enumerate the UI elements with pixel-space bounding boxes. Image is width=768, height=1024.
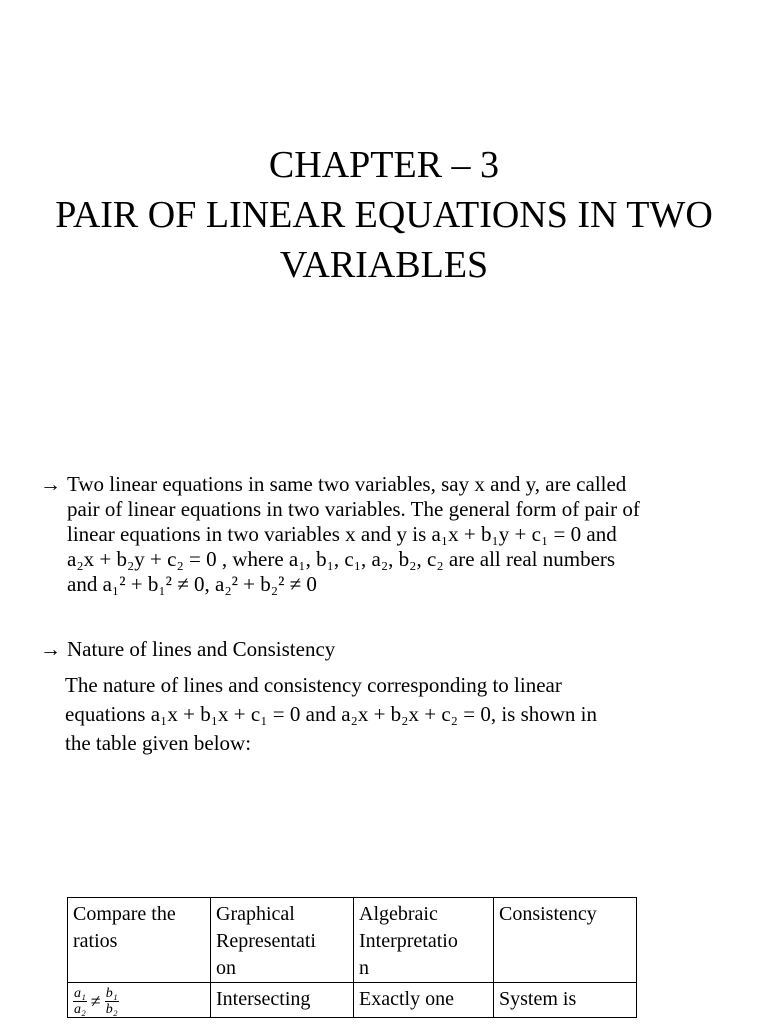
table-intro-paragraph <box>65 671 735 758</box>
ratio-cell <box>68 983 211 1018</box>
header-line: on <box>216 957 236 979</box>
section-heading <box>40 637 335 662</box>
fraction-numerator: a₁ <box>74 986 86 1001</box>
arrow-icon: → <box>40 472 61 496</box>
paragraph-line: pair of linear equations in two variables. The general form of pair of <box>67 497 640 521</box>
algebraic-cell: Exactly one <box>354 983 494 1018</box>
paragraph-line: and a₁² + b₁² ≠ 0, a₂² + b₂² ≠ 0 <box>67 572 317 596</box>
header-line: ratios <box>73 930 118 952</box>
section-heading-text: Nature of lines and Consistency <box>67 637 336 661</box>
chapter-name-line-1: PAIR OF LINEAR EQUATIONS IN TWO <box>55 194 713 236</box>
header-line: Algebraic <box>359 903 438 925</box>
header-cell-algebraic <box>354 898 494 983</box>
paragraph-line: the table given below: <box>65 731 252 755</box>
definition-paragraph <box>40 472 740 597</box>
header-cell-graphical <box>211 898 354 983</box>
table-header-row <box>68 898 637 983</box>
header-line: Graphical <box>216 903 295 925</box>
paragraph-line: equations a₁x + b₁x + c₁ = 0 and a₂x + b₂x + c₂ = 0, is shown in <box>65 702 598 726</box>
header-line: n <box>359 957 369 979</box>
header-line: Consistency <box>499 903 597 925</box>
header-cell-compare-ratios <box>68 898 211 983</box>
paragraph-line-text: Two linear equations in same two variables, say x and y, are called <box>67 472 627 496</box>
fraction-a <box>73 986 87 1017</box>
table-row <box>68 983 637 1018</box>
header-cell-consistency <box>494 898 637 983</box>
paragraph-line: linear equations in two variables x and y is a₁x + b₁y + c₁ = 0 and <box>67 522 617 546</box>
header-line: Compare the <box>73 903 176 925</box>
consistency-cell: System is <box>494 983 637 1018</box>
graphical-cell: Intersecting <box>211 983 354 1018</box>
consistency-table <box>67 897 637 1018</box>
header-line: Representati <box>216 930 316 952</box>
chapter-number: CHAPTER – 3 <box>268 144 500 186</box>
paragraph-line: The nature of lines and consistency corresponding to linear <box>65 673 562 697</box>
fraction-denominator: b₂ <box>105 1002 118 1017</box>
arrow-icon: → <box>40 637 61 661</box>
paragraph-line <box>40 472 740 497</box>
chapter-name-line-2: VARIABLES <box>279 244 489 286</box>
header-line: Interpretatio <box>359 930 458 952</box>
paragraph-line: a₂x + b₂y + c₂ = 0 , where a₁, b₁, c₁, a₂, b₂, c₂ are all real numbers <box>67 547 616 571</box>
fraction-numerator: b₁ <box>105 986 118 1001</box>
chapter-title <box>0 140 768 290</box>
fraction-denominator: a₂ <box>74 1002 86 1017</box>
fraction-b <box>105 986 119 1017</box>
not-equal-sign: ≠ <box>90 991 101 1011</box>
